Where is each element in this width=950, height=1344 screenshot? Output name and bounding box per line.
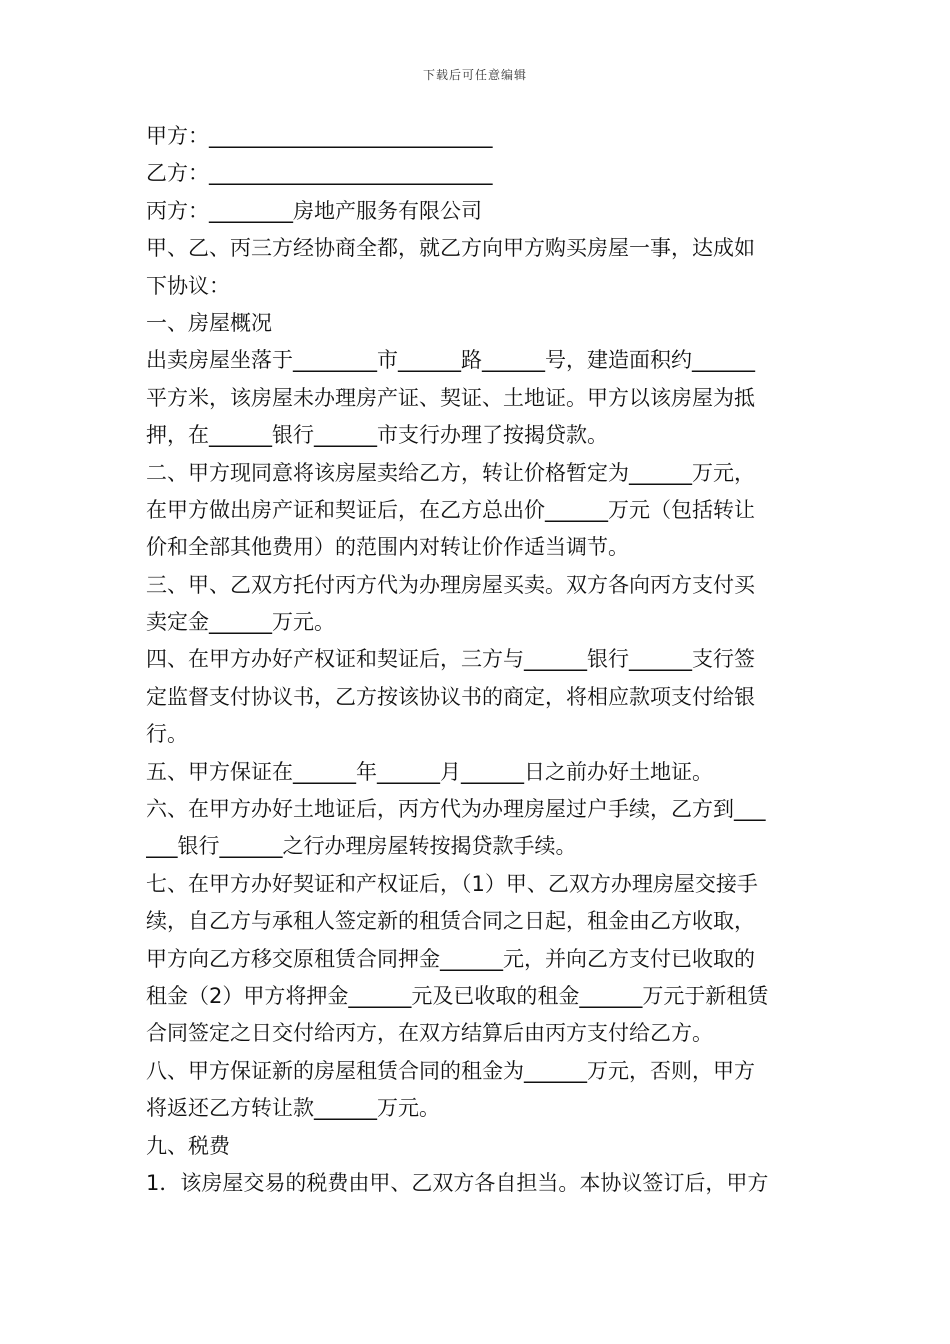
text-line: 乙方：___________________________ — [146, 161, 493, 186]
text-line: 丙方：________房地产服务有限公司 — [146, 198, 482, 223]
text-line: 价和全部其他费用）的范围内对转让价作适当调节。 — [146, 535, 629, 560]
text-line: 二、甲方现同意将该房屋卖给乙方，转让价格暂定为______万元， — [146, 460, 755, 485]
text-line: 六、在甲方办好土地证后，丙方代为办理房屋过户手续，乙方到___ — [146, 797, 766, 822]
text-line: 甲方：___________________________ — [146, 124, 493, 148]
text-line: 四、在甲方办好产权证和契证后，三方与______银行______支行签 — [146, 647, 755, 672]
text-line: 甲方向乙方移交原租赁合同押金______元，并向乙方支付已收取的 — [146, 946, 755, 971]
text-line: 七、在甲方办好契证和产权证后，（1）甲、乙双方办理房屋交接手 — [146, 871, 758, 896]
text-line: 卖定金______万元。 — [146, 610, 335, 635]
text-line: 1．该房屋交易的税费由甲、乙双方各自担当。本协议签订后，甲方 — [146, 1170, 769, 1195]
text-line: 三、甲、乙双方托付丙方代为办理房屋买卖。双方各向丙方支付买 — [146, 572, 755, 597]
text-line: 下协议： — [146, 273, 230, 298]
header-note: 下载后可任意编辑 — [422, 68, 527, 82]
text-line: 行。 — [146, 722, 188, 747]
text-line: 续，自乙方与承租人签定新的租赁合同之日起，租金由乙方收取， — [146, 909, 755, 934]
text-line: 出卖房屋坐落于________市______路______号，建造面积约______ — [146, 348, 755, 373]
text-line: 甲、乙、丙三方经协商全都，就乙方向甲方购买房屋一事，达成如 — [146, 236, 755, 261]
text-line: 五、甲方保证在______年______月______日之前办好土地证。 — [146, 759, 713, 784]
section-heading: 一、房屋概况 — [146, 310, 272, 335]
text-line: 将返还乙方转让款______万元。 — [146, 1096, 440, 1121]
text-line: 租金（2）甲方将押金______元及已收取的租金______万元于新租赁 — [146, 983, 769, 1008]
text-line: 押，在______银行______市支行办理了按揭贷款。 — [146, 423, 608, 448]
text-line: 合同签定之日交付给丙方，在双方结算后由丙方支付给乙方。 — [146, 1021, 713, 1046]
section-heading: 九、税费 — [146, 1133, 230, 1158]
text-line: ___银行______之行办理房屋转按揭贷款手续。 — [146, 834, 577, 859]
document-body — [146, 118, 808, 1202]
text-line: 定监督支付协议书，乙方按该协议书的商定，将相应款项支付给银 — [146, 684, 755, 709]
text-line: 平方米，该房屋未办理房产证、契证、土地证。甲方以该房屋为抵 — [146, 385, 755, 410]
text-line: 在甲方做出房产证和契证后，在乙方总出价______万元（包括转让 — [146, 497, 755, 522]
text-line: 八、甲方保证新的房屋租赁合同的租金为______万元，否则，甲方 — [146, 1058, 755, 1083]
